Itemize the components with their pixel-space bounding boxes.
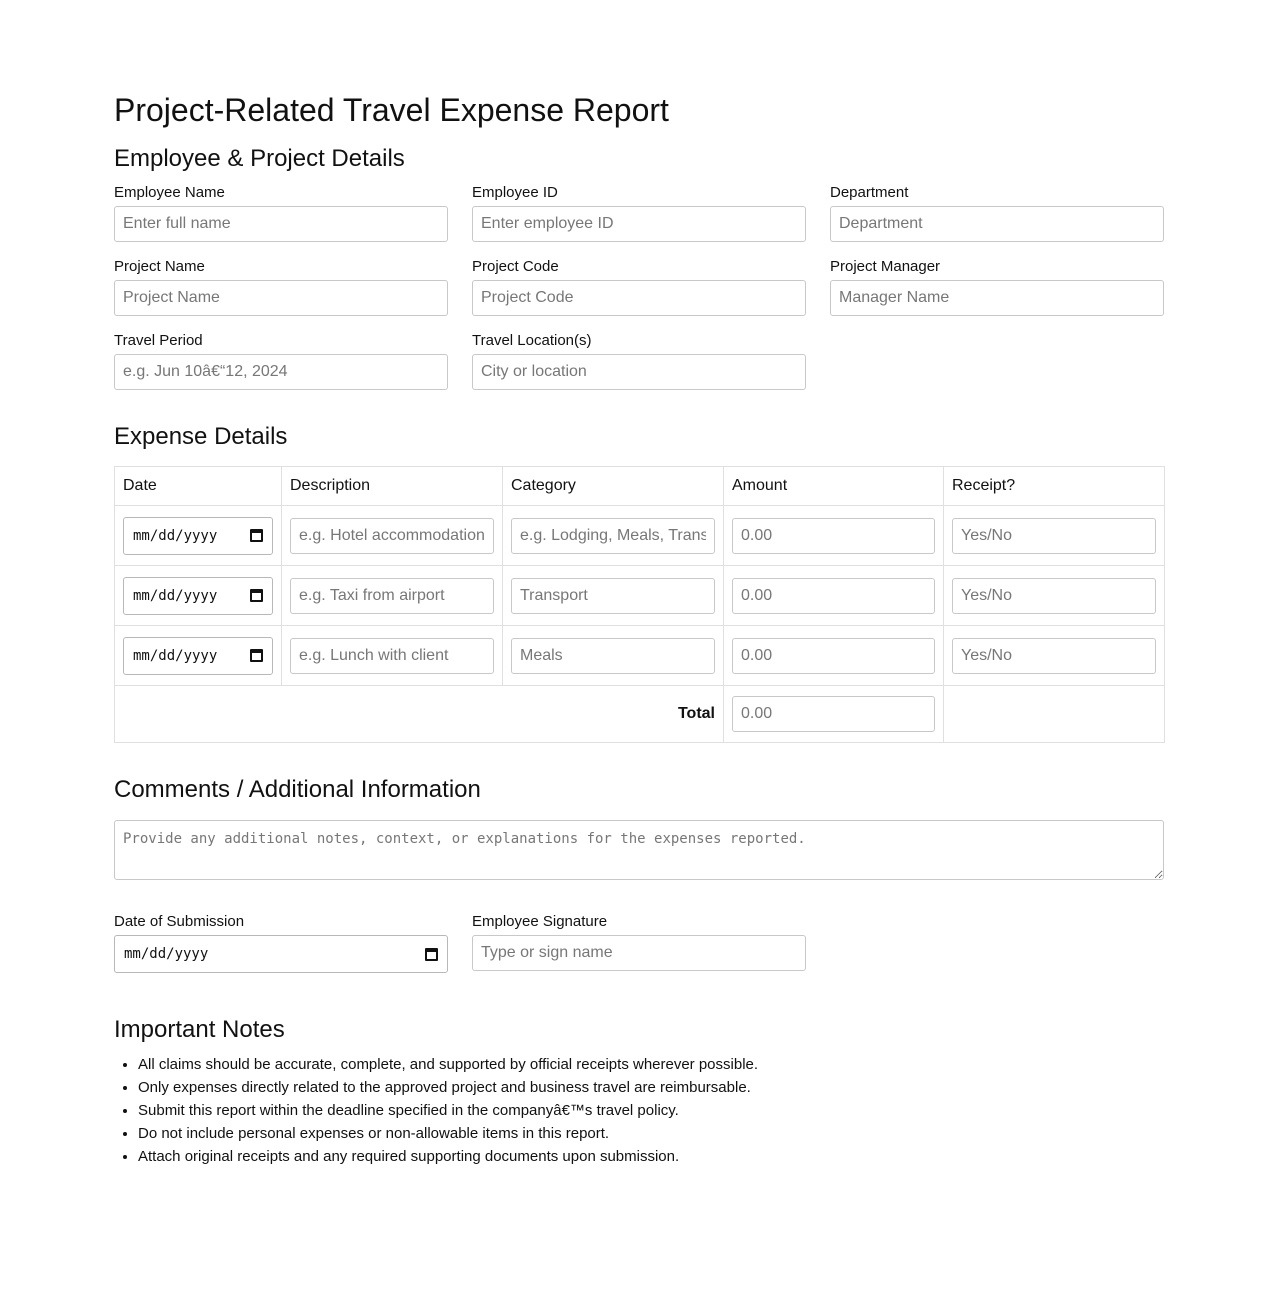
list-item: • Do not include personal expenses or non-allowable items in this report. (138, 1122, 1164, 1145)
calendar-icon[interactable] (425, 948, 438, 961)
travel-period-group (114, 332, 448, 390)
expense-date-input[interactable] (123, 577, 273, 615)
expense-receipt-input[interactable] (952, 578, 1156, 614)
expense-date-input[interactable] (123, 637, 273, 675)
column-header-category: Category (503, 467, 724, 506)
employee-name-group (114, 184, 448, 242)
table-cell (282, 566, 503, 626)
expense-receipt-input[interactable] (952, 518, 1156, 554)
signature-group (472, 913, 806, 973)
project-code-input[interactable] (472, 280, 806, 316)
table-cell (503, 506, 724, 566)
section-heading-comments: Comments / Additional Information (114, 776, 481, 803)
expense-description-input[interactable] (290, 638, 494, 674)
section-heading-notes: Important Notes (114, 1016, 285, 1043)
expense-date-input[interactable] (123, 517, 273, 555)
expense-amount-input[interactable] (732, 578, 935, 614)
calendar-icon[interactable] (250, 649, 263, 662)
table-row (115, 566, 1165, 626)
table-cell (503, 566, 724, 626)
notes-list (114, 1053, 1164, 1168)
submission-section (114, 913, 1164, 989)
department-label: Department (830, 184, 909, 201)
table-cell (115, 506, 282, 566)
total-row (115, 686, 1165, 743)
employee-id-label: Employee ID (472, 184, 558, 201)
employee-id-group (472, 184, 806, 242)
signature-input[interactable] (472, 935, 806, 971)
table-cell (115, 626, 282, 686)
employee-name-label: Employee Name (114, 184, 225, 201)
submission-date-label: Date of Submission (114, 913, 245, 930)
page-title: Project-Related Travel Expense Report (114, 92, 669, 128)
column-header-amount: Amount (724, 467, 944, 506)
expense-table-header (115, 467, 1165, 506)
total-label: Total (115, 686, 724, 743)
comments-section (114, 775, 1164, 885)
expense-description-input[interactable] (290, 518, 494, 554)
expense-category-input[interactable] (511, 638, 715, 674)
table-row (115, 506, 1165, 566)
department-input[interactable] (830, 206, 1164, 242)
table-cell (724, 506, 944, 566)
table-cell (724, 566, 944, 626)
expense-category-input[interactable] (511, 518, 715, 554)
column-header-receipt: Receipt? (944, 467, 1165, 506)
important-notes-section (114, 1015, 1164, 1168)
submission-date-group (114, 913, 448, 973)
column-header-date: Date (115, 467, 282, 506)
project-name-group (114, 258, 448, 316)
travel-location-label: Travel Location(s) (472, 332, 592, 349)
date-placeholder: mm/dd/yyyy (124, 946, 209, 962)
employee-id-input[interactable] (472, 206, 806, 242)
travel-period-label: Travel Period (114, 332, 203, 349)
project-manager-input[interactable] (830, 280, 1164, 316)
table-cell (282, 506, 503, 566)
expense-amount-input[interactable] (732, 638, 935, 674)
total-amount-input[interactable] (732, 696, 935, 732)
expense-report-form (114, 0, 1164, 1168)
project-manager-group (830, 258, 1164, 316)
department-group (830, 184, 1164, 242)
column-header-description: Description (282, 467, 503, 506)
list-item: • Attach original receipts and any required supporting documents upon submission. (138, 1145, 1164, 1168)
date-placeholder: mm/dd/yyyy (133, 527, 218, 544)
submission-date-input[interactable] (114, 935, 448, 973)
table-cell (503, 626, 724, 686)
table-cell (944, 506, 1165, 566)
section-heading-employee: Employee & Project Details (114, 145, 405, 172)
signature-label: Employee Signature (472, 913, 608, 930)
employee-name-input[interactable] (114, 206, 448, 242)
expense-table (114, 466, 1165, 743)
table-cell (724, 626, 944, 686)
table-cell (944, 686, 1165, 743)
project-manager-label: Project Manager (830, 258, 941, 275)
expense-receipt-input[interactable] (952, 638, 1156, 674)
expense-category-input[interactable] (511, 578, 715, 614)
list-item: • Only expenses directly related to the approved project and business travel are reimbursable. (138, 1076, 1164, 1099)
table-cell (944, 566, 1165, 626)
calendar-icon[interactable] (250, 589, 263, 602)
table-cell (282, 626, 503, 686)
project-code-group (472, 258, 806, 316)
expense-amount-input[interactable] (732, 518, 935, 554)
table-cell (115, 566, 282, 626)
employee-project-section (114, 144, 1164, 406)
travel-location-input[interactable] (472, 354, 806, 390)
table-cell (724, 686, 944, 743)
calendar-icon[interactable] (250, 529, 263, 542)
list-item: • Submit this report within the deadline specified in the companyâ€™s travel policy. (138, 1099, 1164, 1122)
expense-description-input[interactable] (290, 578, 494, 614)
travel-period-input[interactable] (114, 354, 448, 390)
travel-location-group (472, 332, 806, 390)
expense-details-section (114, 422, 1164, 743)
project-name-label: Project Name (114, 258, 205, 275)
project-name-input[interactable] (114, 280, 448, 316)
list-item: • All claims should be accurate, complete, and supported by official receipts wherever possible. (138, 1053, 1164, 1076)
section-heading-expense: Expense Details (114, 423, 288, 450)
date-placeholder: mm/dd/yyyy (133, 587, 218, 604)
project-code-label: Project Code (472, 258, 559, 275)
table-row (115, 626, 1165, 686)
table-cell (944, 626, 1165, 686)
date-placeholder: mm/dd/yyyy (133, 647, 218, 664)
comments-textarea[interactable] (114, 820, 1164, 880)
